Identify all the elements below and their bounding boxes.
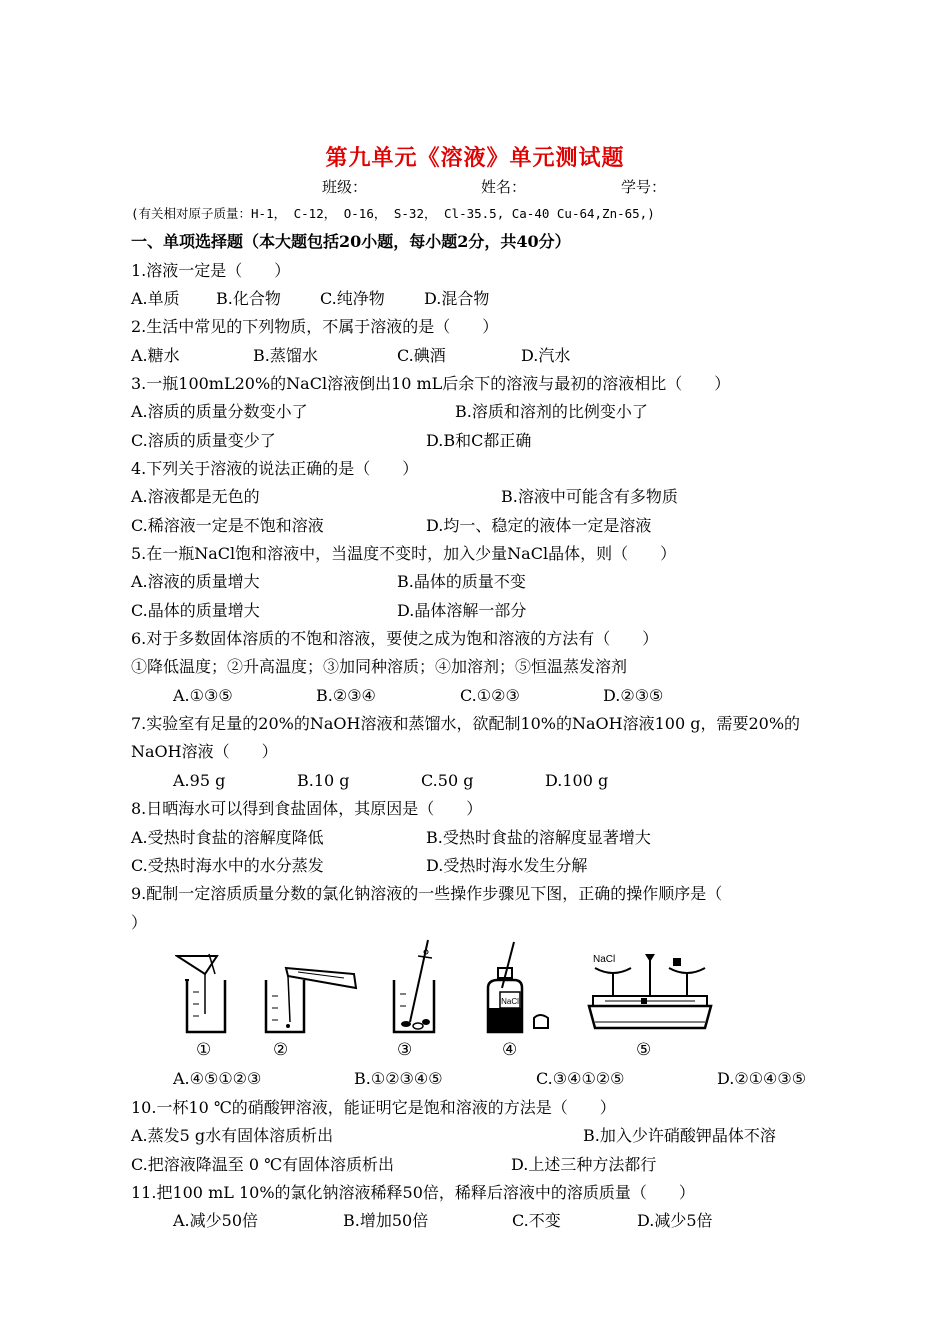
q5-option-d: D.晶体溶解一部分 (397, 601, 527, 620)
q1-option-c: C.纯净物 (320, 289, 385, 308)
name-label: 姓名： (481, 178, 527, 196)
scale-label: NaCl (593, 954, 616, 965)
q4-option-d: D.均一、稳定的液体一定是溶液 (426, 516, 652, 535)
q11-option-c: C.不变 (512, 1211, 561, 1230)
q9-option-c: C.③④①②⑤ (536, 1069, 625, 1088)
q6-option-a: A.①③⑤ (173, 686, 233, 705)
q8-option-c: C.受热时海水中的水分蒸发 (131, 856, 324, 875)
q10-option-a: A.蒸发5 g水有固体溶质析出 (131, 1126, 334, 1145)
q5-option-c: C.晶体的质量增大 (131, 601, 260, 620)
q10-option-d: D.上述三种方法都行 (511, 1155, 657, 1174)
reagent-bottle-figure (478, 940, 558, 1036)
q5-option-a: A.溶液的质量增大 (131, 572, 260, 591)
figure-label-1: ① (196, 1040, 212, 1060)
question-10-stem: 10.一杯10 ℃的硝酸钾溶液，能证明它是饱和溶液的方法是（ ） (131, 1098, 616, 1117)
q7-option-b: B.10 g (297, 771, 350, 790)
q9-option-a: A.④⑤①②③ (173, 1069, 262, 1088)
q2-option-c: C.碘酒 (397, 346, 446, 365)
q4-option-b: B.溶液中可能含有多物质 (501, 487, 678, 506)
q1-option-d: D.混合物 (424, 289, 490, 308)
q7-option-d: D.100 g (545, 771, 609, 790)
q3-option-d: D.B和C都正确 (426, 431, 532, 450)
question-5-stem: 5.在一瓶NaCl饱和溶液中，当温度不变时，加入少量NaCl晶体，则（ ） (131, 544, 677, 563)
figure-label-3: ③ (397, 1040, 413, 1060)
q10-option-c: C.把溶液降温至 0 ℃有固体溶质析出 (131, 1155, 395, 1174)
q3-option-b: B.溶质和溶剂的比例变小了 (455, 402, 648, 421)
q11-option-a: A.减少50倍 (173, 1211, 259, 1230)
beaker-with-funnel-figure (175, 952, 235, 1037)
question-3-stem: 3.一瓶100mL20%的NaCl溶液倒出10 mL后余下的溶液与最初的溶液相比（ ） (131, 374, 731, 393)
stirring-rod-figure (388, 938, 448, 1036)
q2-option-d: D.汽水 (521, 346, 571, 365)
q2-option-a: A.糖水 (131, 346, 180, 365)
q3-option-c: C.溶质的质量变少了 (131, 431, 276, 450)
question-9-stem-cont: ） (131, 913, 148, 932)
question-11-stem: 11.把100 mL 10%的氯化钠溶液稀释50倍，稀释后溶液中的溶质质量（ ） (131, 1183, 695, 1202)
q7-option-c: C.50 g (421, 771, 474, 790)
q7-option-a: A.95 g (173, 771, 226, 790)
student-id-label: 学号： (621, 178, 667, 196)
pouring-cylinder-figure (258, 950, 368, 1035)
q1-option-a: A.单质 (131, 289, 180, 308)
question-8-stem: 8.日晒海水可以得到食盐固体，其原因是（ ） (131, 799, 483, 818)
q6-option-d: D.②③⑤ (603, 686, 664, 705)
q9-option-d: D.②①④③⑤ (717, 1069, 807, 1088)
q8-option-a: A.受热时食盐的溶解度降低 (131, 828, 324, 847)
figure-label-2: ② (273, 1040, 289, 1060)
atomic-masses-note: (有关相对原子质量：H-1， C-12， O-16， S-32， Cl-35.5, Ca-40 Cu-64,Zn-65,) (131, 206, 655, 221)
question-1-stem: 1.溶液一定是（ ） (131, 261, 291, 280)
q3-option-a: A.溶质的质量分数变小了 (131, 402, 308, 421)
section-heading: 一、单项选择题（本大题包括20小题，每小题2分，共40分） (131, 232, 571, 251)
q5-option-b: B.晶体的质量不变 (397, 572, 526, 591)
q2-option-b: B.蒸馏水 (253, 346, 318, 365)
balance-scale-figure (585, 948, 715, 1036)
q8-option-d: D.受热时海水发生分解 (426, 856, 588, 875)
page-title: 第九单元《溶液》单元测试题 (325, 145, 625, 171)
q9-option-b: B.①②③④⑤ (354, 1069, 443, 1088)
q4-option-a: A.溶液都是无色的 (131, 487, 260, 506)
q6-option-c: C.①②③ (460, 686, 520, 705)
question-4-stem: 4.下列关于溶液的说法正确的是（ ） (131, 459, 419, 478)
figure-label-4: ④ (502, 1040, 518, 1060)
q10-option-b: B.加入少许硝酸钾晶体不溶 (583, 1126, 776, 1145)
q4-option-c: C.稀溶液一定是不饱和溶液 (131, 516, 324, 535)
class-label: 班级： (322, 178, 368, 196)
question-2-stem: 2.生活中常见的下列物质，不属于溶液的是（ ） (131, 317, 499, 336)
question-9-stem: 9.配制一定溶质质量分数的氯化钠溶液的一些操作步骤见下图，正确的操作顺序是（ (131, 884, 723, 903)
figure-label-5: ⑤ (636, 1040, 652, 1060)
q11-option-b: B.增加50倍 (343, 1211, 429, 1230)
bottle-label: NaCl (501, 997, 519, 1006)
q6-methods: ①降低温度；②升高温度；③加同种溶质；④加溶剂；⑤恒温蒸发溶剂 (131, 657, 628, 676)
question-6-stem: 6.对于多数固体溶质的不饱和溶液，要使之成为饱和溶液的方法有（ ） (131, 629, 659, 648)
q6-option-b: B.②③④ (316, 686, 376, 705)
q11-option-d: D.减少5倍 (637, 1211, 713, 1230)
question-7-stem: 7.实验室有足量的20%的NaOH溶液和蒸馏水，欲配制10%的NaOH溶液100 g，需要20%的 (131, 714, 801, 733)
q8-option-b: B.受热时食盐的溶解度显著增大 (426, 828, 651, 847)
q1-option-b: B.化合物 (216, 289, 281, 308)
question-7-stem-cont: NaOH溶液（ ） (131, 742, 278, 761)
